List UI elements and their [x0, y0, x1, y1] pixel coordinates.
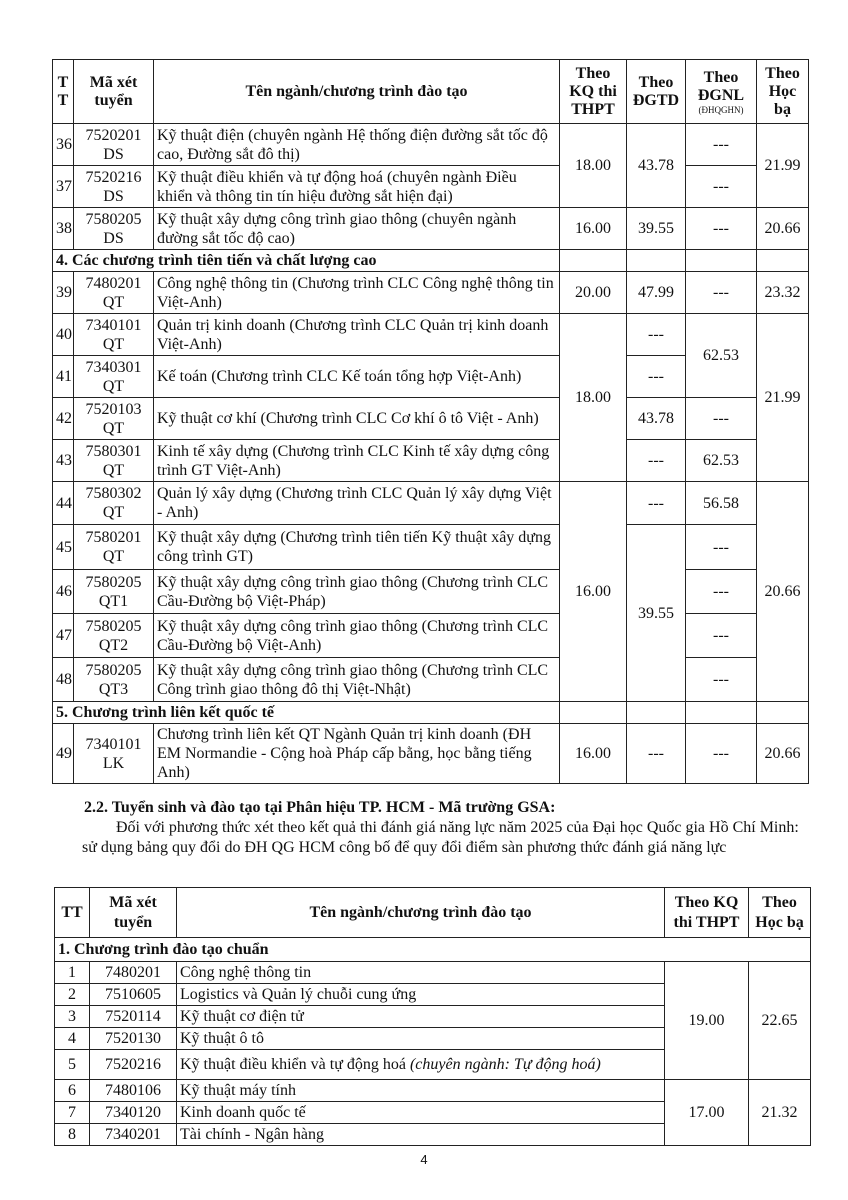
score-dgnl: ---: [686, 272, 757, 314]
row-name: Quản trị kinh doanh (Chương trình CLC Quản trị kinh doanh Việt-Anh): [154, 314, 560, 356]
score-hocba: 20.66: [757, 724, 809, 784]
header-tt: TT: [55, 888, 90, 938]
row-code: 7580201 QT: [74, 525, 154, 570]
score-dgnl: ---: [686, 614, 757, 658]
row-name: Kỹ thuật xây dựng công trình giao thông (chuyên ngành đường sắt tốc độ cao): [154, 208, 560, 250]
score-dgnl: 62.53: [686, 440, 757, 482]
row-code: 7480106: [90, 1080, 177, 1102]
header-code: Mã xét tuyển: [90, 888, 177, 938]
row-name: Kinh doanh quốc tế: [177, 1102, 665, 1124]
score-dgnl: ---: [686, 208, 757, 250]
score-dgtd: 39.55: [627, 208, 686, 250]
row-code: 7520103 QT: [74, 398, 154, 440]
header-dgnl-sub: (ĐHQGHN): [698, 104, 744, 115]
row-code: 7340301 QT: [74, 356, 154, 398]
row-code: 7340101 LK: [74, 724, 154, 784]
section-heading-2-2: 2.2. Tuyển sinh và đào tạo tại Phân hiệu TP. HCM - Mã trường GSA:: [84, 799, 556, 816]
score-dgnl: 62.53: [686, 314, 757, 398]
score-dgnl: ---: [686, 658, 757, 702]
table-header-row: [53, 60, 809, 124]
row-tt: 4: [55, 1028, 90, 1050]
section-note: Đối với phương thức xét theo kết quả thi đánh giá năng lực năm 2025 của Đại học Quốc gia Hồ Chí Minh: sử dụng bảng quy đổi do ĐH QG HCM công bố để quy đổi điểm sàn phương thức đánh giá năng lực: [82, 819, 799, 856]
row-code: 7580205 QT2: [74, 614, 154, 658]
row-tt: 38: [53, 208, 74, 250]
row-tt: 7: [55, 1102, 90, 1124]
row-code: 7340101 QT: [74, 314, 154, 356]
score-dgtd: ---: [627, 314, 686, 356]
row-code: 7520130: [90, 1028, 177, 1050]
section-heading: 4. Các chương trình tiên tiến và chất lượng cao: [53, 250, 560, 272]
row-name: [177, 1050, 665, 1080]
row-tt: 41: [53, 356, 74, 398]
empty-cell: [627, 702, 686, 724]
row-name: Công nghệ thông tin: [177, 962, 665, 984]
score-hocba: 20.66: [757, 208, 809, 250]
table-row: [53, 166, 809, 208]
row-tt: 46: [53, 570, 74, 614]
table-row: [53, 570, 809, 614]
admission-table-hanoi: [52, 59, 809, 784]
empty-cell: [560, 250, 627, 272]
row-name: Kỹ thuật xây dựng công trình giao thông (Chương trình CLC Công trình giao thông đô thị Việt-Nhật): [154, 658, 560, 702]
row-code: 7580205 DS: [74, 208, 154, 250]
score-hocba: 22.65: [749, 962, 811, 1080]
row-tt: 49: [53, 724, 74, 784]
score-hocba: 21.32: [749, 1080, 811, 1146]
score-thpt: 17.00: [665, 1080, 749, 1146]
header-dgnl: [686, 60, 757, 124]
admission-table-hcm: [54, 887, 811, 1146]
header-dgnl-label: Theo ĐGNL: [697, 68, 745, 104]
row-name: Kỹ thuật điều khiển và tự động hoá (chuyên ngành Điều khiển và thông tin tín hiệu đường sắt hiện đại): [154, 166, 560, 208]
row-name: Kỹ thuật máy tính: [177, 1080, 665, 1102]
header-hocba: Theo Học bạ: [749, 888, 811, 938]
row-name: Kỹ thuật xây dựng (Chương trình tiên tiến Kỹ thuật xây dựng công trình GT): [154, 525, 560, 570]
score-dgtd: 39.55: [627, 525, 686, 702]
row-name: Kỹ thuật xây dựng công trình giao thông (Chương trình CLC Cầu-Đường bộ Việt-Pháp): [154, 570, 560, 614]
empty-cell: [627, 250, 686, 272]
score-dgtd: 43.78: [627, 124, 686, 208]
row-code: 7520114: [90, 1006, 177, 1028]
empty-cell: [560, 702, 627, 724]
row-tt: 39: [53, 272, 74, 314]
row-name-note: (chuyên ngành: Tự động hoá): [409, 1055, 601, 1073]
score-dgnl: ---: [686, 166, 757, 208]
row-code: 7520216 DS: [74, 166, 154, 208]
score-dgnl: ---: [686, 398, 757, 440]
header-thpt: Theo KQ thi THPT: [665, 888, 749, 938]
row-tt: 8: [55, 1124, 90, 1146]
section-row: [53, 702, 809, 724]
row-name: Công nghệ thông tin (Chương trình CLC Công nghệ thông tin Việt-Anh): [154, 272, 560, 314]
row-tt: 44: [53, 482, 74, 525]
row-tt: 42: [53, 398, 74, 440]
row-code: 7340201: [90, 1124, 177, 1146]
table-row: [53, 272, 809, 314]
score-hocba: 23.32: [757, 272, 809, 314]
score-dgtd: 43.78: [627, 398, 686, 440]
row-name: Quản lý xây dựng (Chương trình CLC Quản lý xây dựng Việt - Anh): [154, 482, 560, 525]
table-row: [53, 525, 809, 570]
row-tt: 1: [55, 962, 90, 984]
row-tt: 6: [55, 1080, 90, 1102]
row-code: 7340120: [90, 1102, 177, 1124]
row-code: 7580302 QT: [74, 482, 154, 525]
row-tt: 48: [53, 658, 74, 702]
score-dgnl: ---: [686, 570, 757, 614]
row-name: Kỹ thuật cơ khí (Chương trình CLC Cơ khí ô tô Việt - Anh): [154, 398, 560, 440]
table-row: [53, 124, 809, 166]
score-thpt: 18.00: [560, 314, 627, 482]
header-hocba: Theo Học bạ: [757, 60, 809, 124]
row-tt: 3: [55, 1006, 90, 1028]
section-row: [53, 250, 809, 272]
table-row: [53, 440, 809, 482]
row-tt: 5: [55, 1050, 90, 1080]
score-dgnl: ---: [686, 525, 757, 570]
score-dgtd: ---: [627, 724, 686, 784]
empty-cell: [686, 250, 757, 272]
score-hocba: 21.99: [757, 124, 809, 208]
row-code: 7520201 DS: [74, 124, 154, 166]
row-tt: 47: [53, 614, 74, 658]
row-name: Logistics và Quản lý chuỗi cung ứng: [177, 984, 665, 1006]
header-tt: T T: [53, 60, 74, 124]
score-thpt: 18.00: [560, 124, 627, 208]
section-row: [55, 938, 811, 962]
row-name: Chương trình liên kết QT Ngành Quản trị kinh doanh (ĐH EM Normandie - Cộng hoà Pháp cấp bằng, học bằng tiếng Anh): [154, 724, 560, 784]
table-row: [53, 398, 809, 440]
row-name: Kinh tế xây dựng (Chương trình CLC Kinh tế xây dựng công trình GT Việt-Anh): [154, 440, 560, 482]
score-dgnl: 56.58: [686, 482, 757, 525]
score-dgtd: ---: [627, 356, 686, 398]
row-name: Kế toán (Chương trình CLC Kế toán tổng hợp Việt-Anh): [154, 356, 560, 398]
row-code: 7480201: [90, 962, 177, 984]
table-row: [53, 614, 809, 658]
empty-cell: [757, 702, 809, 724]
row-code: 7480201 QT: [74, 272, 154, 314]
empty-cell: [686, 702, 757, 724]
row-code: 7510605: [90, 984, 177, 1006]
row-code: 7580205 QT3: [74, 658, 154, 702]
row-tt: 43: [53, 440, 74, 482]
row-name-text: Kỹ thuật điều khiển và tự động hoá: [180, 1055, 406, 1073]
row-tt: 2: [55, 984, 90, 1006]
table-row: [55, 962, 811, 984]
row-code: 7580301 QT: [74, 440, 154, 482]
header-name: Tên ngành/chương trình đào tạo: [177, 888, 665, 938]
row-tt: 36: [53, 124, 74, 166]
score-thpt: 16.00: [560, 724, 627, 784]
row-code: 7520216: [90, 1050, 177, 1080]
table-header-row: [55, 888, 811, 938]
header-code: Mã xét tuyển: [74, 60, 154, 124]
score-dgtd: ---: [627, 440, 686, 482]
row-tt: 40: [53, 314, 74, 356]
page-number: 4: [420, 1152, 428, 1167]
header-thpt: Theo KQ thi THPT: [560, 60, 627, 124]
row-tt: 45: [53, 525, 74, 570]
header-dgtd: Theo ĐGTD: [627, 60, 686, 124]
table-row: [55, 1080, 811, 1102]
score-thpt: 16.00: [560, 208, 627, 250]
row-name: Tài chính - Ngân hàng: [177, 1124, 665, 1146]
row-name: Kỹ thuật ô tô: [177, 1028, 665, 1050]
table-row: [53, 482, 809, 525]
row-name: Kỹ thuật xây dựng công trình giao thông (Chương trình CLC Cầu-Đường bộ Việt-Anh): [154, 614, 560, 658]
row-name: Kỹ thuật điện (chuyên ngành Hệ thống điện đường sắt tốc độ cao, Đường sắt đô thị): [154, 124, 560, 166]
table-row: [53, 314, 809, 356]
table-row: [53, 724, 809, 784]
score-dgtd: 47.99: [627, 272, 686, 314]
row-name: Kỹ thuật cơ điện tử: [177, 1006, 665, 1028]
table-row: [53, 658, 809, 702]
score-thpt: 16.00: [560, 482, 627, 702]
score-hocba: 20.66: [757, 482, 809, 702]
table-row: [53, 208, 809, 250]
score-dgnl: ---: [686, 724, 757, 784]
score-hocba: 21.99: [757, 314, 809, 482]
score-dgnl: ---: [686, 124, 757, 166]
score-dgtd: ---: [627, 482, 686, 525]
empty-cell: [757, 250, 809, 272]
row-tt: 37: [53, 166, 74, 208]
section-heading: 5. Chương trình liên kết quốc tế: [53, 702, 560, 724]
score-thpt: 20.00: [560, 272, 627, 314]
score-thpt: 19.00: [665, 962, 749, 1080]
header-name: Tên ngành/chương trình đào tạo: [154, 60, 560, 124]
row-code: 7580205 QT1: [74, 570, 154, 614]
section-heading: 1. Chương trình đào tạo chuẩn: [55, 938, 811, 962]
